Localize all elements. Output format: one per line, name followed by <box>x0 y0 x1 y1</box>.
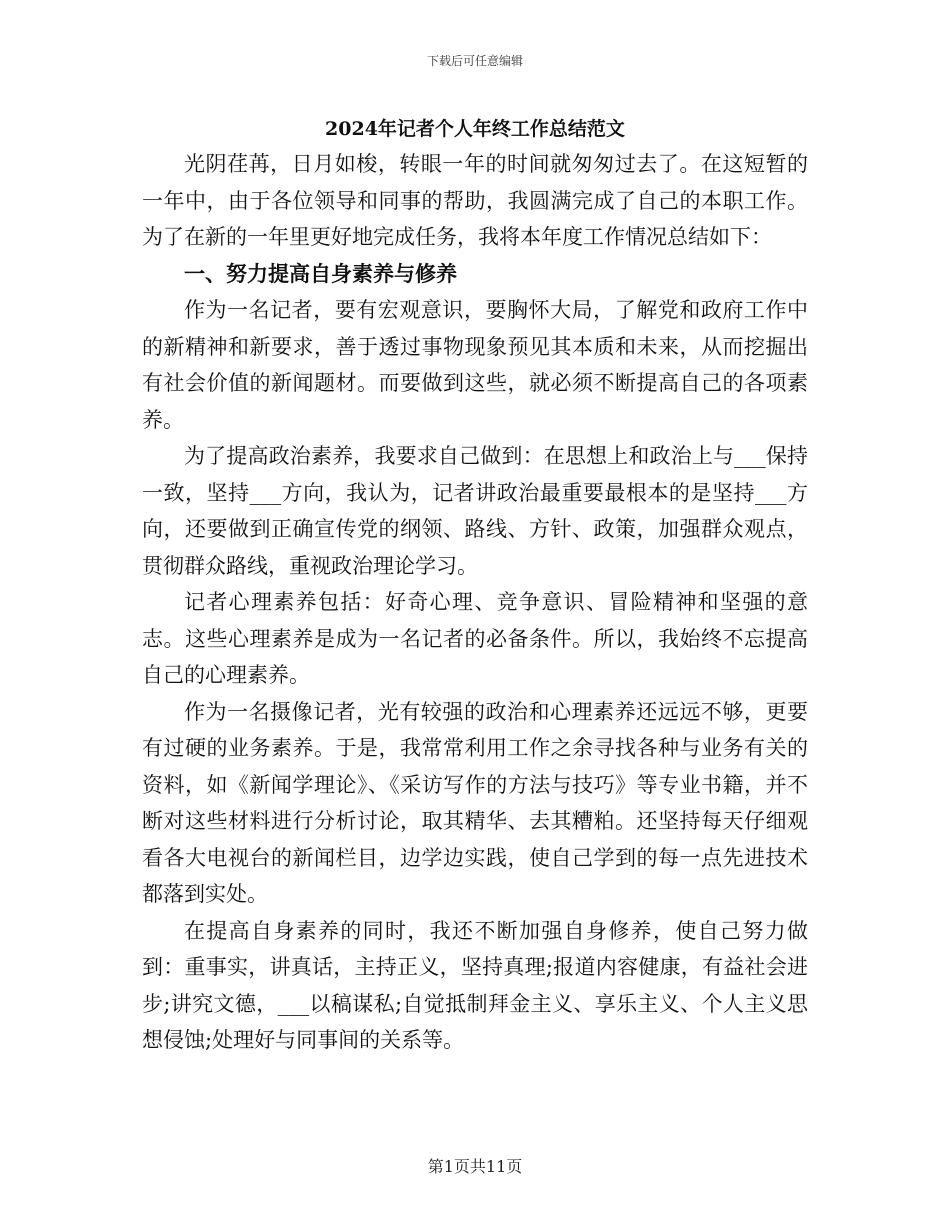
page-number-footer: 第1页共11页 <box>427 1157 523 1176</box>
paragraph-macro-awareness: 作为一名记者，要有宏观意识，要胸怀大局，了解党和政府工作中的新精神和新要求，善于透过事物现象预见其本质和未来，从而挖掘出有社会价值的新闻题材。而要做到这些，就必须不断提高自己的各项素养。 <box>142 298 808 432</box>
paragraph-intro: 光阴荏苒，日月如梭，转眼一年的时间就匆匆过去了。在这短暂的一年中，由于各位领导和同事的帮助，我圆满完成了自己的本职工作。为了在新的一年里更好地完成任务，我将本年度工作情况总结如下： <box>142 152 808 249</box>
document-title: 2024年记者个人年终工作总结范文 <box>325 118 625 140</box>
section-heading-1: 一、努力提高自身素养与修养 <box>184 260 457 286</box>
document-body <box>142 146 808 1059</box>
paragraph-psychological-quality: 记者心理素养包括：好奇心理、竞争意识、冒险精神和坚强的意志。这些心理素养是成为一名记者的必备条件。所以，我始终不忘提高自己的心理素养。 <box>142 590 808 687</box>
paragraph-professional-quality: 作为一名摄像记者，光有较强的政治和心理素养还远远不够，更要有过硬的业务素养。于是，我常常利用工作之余寻找各种与业务有关的资料，如《新闻学理论》、《采访写作的方法与技巧》等专业书籍，并不断对这些材料进行分析讨论，取其精华、去其糟粕。还坚持每天仔细观看各大电视台的新闻栏目，边学边实践，使自己学到的每一点先进技术都落到实处。 <box>142 699 808 906</box>
paragraph-political-quality: 为了提高政治素养，我要求自己做到：在思想上和政治上与___保持一致，坚持___方向，我认为，记者讲政治最重要最根本的是坚持___方向，还要做到正确宣传党的纲领、路线、方针、政策，加强群众观点，贯彻群众路线，重视政治理论学习。 <box>142 444 808 578</box>
paragraph-self-cultivation: 在提高自身素养的同时，我还不断加强自身修养，使自己努力做到：重事实，讲真话，主持正义，坚持真理;报道内容健康，有益社会进步;讲究文德，___以稿谋私;自觉抵制拜金主义、享乐主义、个人主义思想侵蚀;处理好与同事间的关系等。 <box>142 918 808 1052</box>
header-note: 下载后可任意编辑 <box>426 54 523 68</box>
